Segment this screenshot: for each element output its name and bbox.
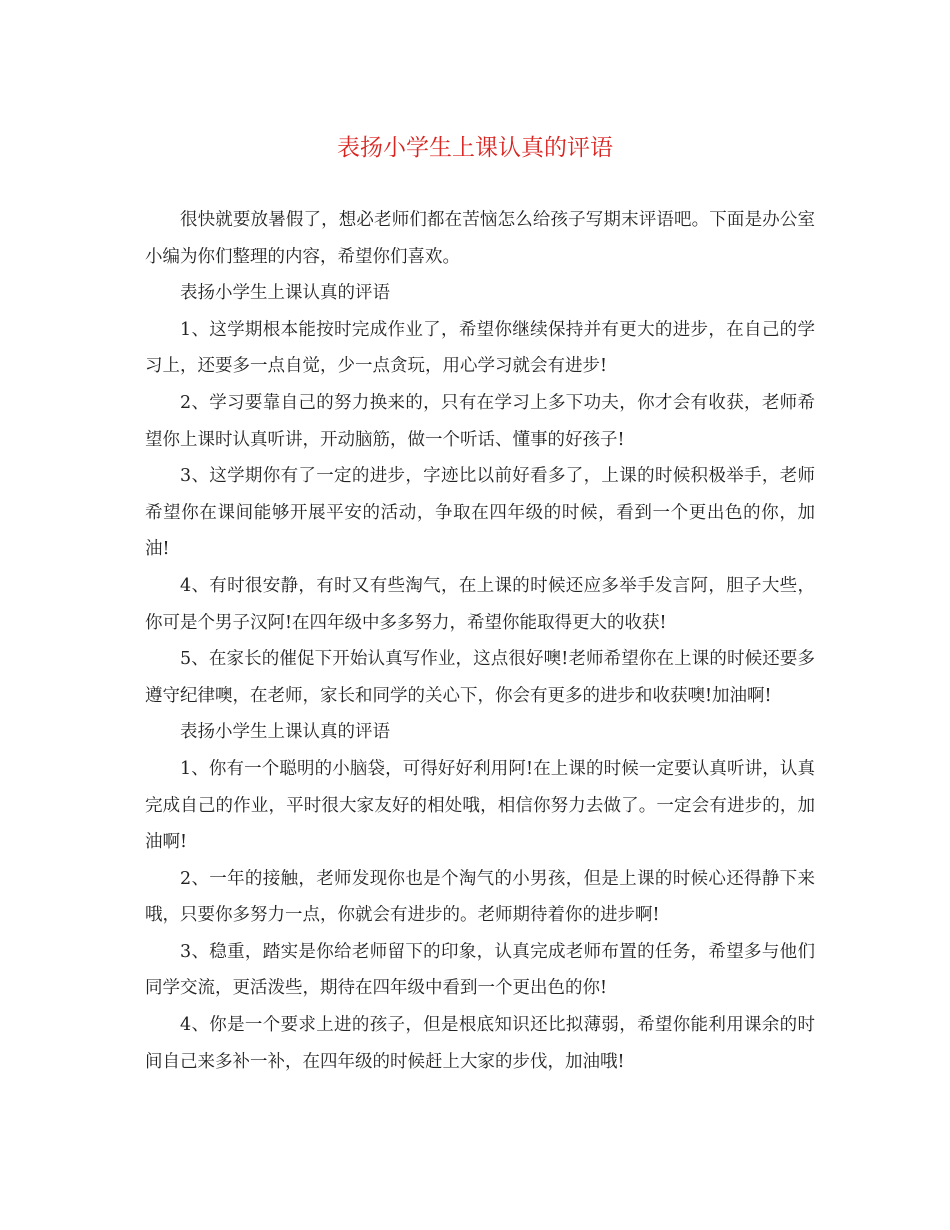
comment-paragraph: 4、有时很安静，有时又有些淘气，在上课的时候还应多举手发言阿，胆子大些，你可是个男子汉阿!在四年级中多多努力，希望你能取得更大的收获! (145, 575, 815, 633)
comment-paragraph: 3、稳重，踏实是你给老师留下的印象，认真完成老师布置的任务，希望多与他们同学交流，更活泼些，期待在四年级中看到一个更出色的你! (145, 941, 815, 999)
comment-paragraph: 5、在家长的催促下开始认真写作业，这点很好噢!老师希望你在上课的时候还要多遵守纪律噢，在老师，家长和同学的关心下，你会有更多的进步和收获噢!加油啊! (145, 649, 815, 706)
comment-paragraph: 3、这学期你有了一定的进步，字迹比以前好看多了，上课的时候积极举手，老师希望你在课间能够开展平安的活动，争取在四年级的时候，看到一个更出色的你，加油! (145, 466, 815, 560)
section-heading: 表扬小学生上课认真的评语 (180, 722, 390, 743)
comment-paragraph: 2、一年的接触，老师发现你也是个淘气的小男孩，但是上课的时候心还得静下来哦，只要你多努力一点，你就会有进步的。老师期待着你的进步啊! (145, 868, 815, 926)
intro-paragraph: 很快就要放暑假了，想必老师们都在苦恼怎么给孩子写期末评语吧。下面是办公室小编为你们整理的内容，希望你们喜欢。 (145, 210, 815, 267)
comment-paragraph: 4、你是一个要求上进的孩子，但是根底知识还比拟薄弱，希望你能利用课余的时间自己来多补一补，在四年级的时候赶上大家的步伐，加油哦! (145, 1015, 815, 1072)
section-heading: 表扬小学生上课认真的评语 (180, 283, 390, 304)
comment-paragraph: 1、这学期根本能按时完成作业了，希望你继续保持并有更大的进步，在自己的学习上，还要多一点自觉，少一点贪玩，用心学习就会有进步! (145, 319, 815, 377)
comment-paragraph: 1、你有一个聪明的小脑袋，可得好好利用阿!在上课的时候一定要认真听讲，认真完成自己的作业，平时很大家友好的相处哦，相信你努力去做了。一定会有进步的，加油啊! (145, 758, 815, 853)
comment-paragraph: 2、学习要靠自己的努力换来的，只有在学习上多下功夫，你才会有收获，老师希望你上课时认真听讲，开动脑筋，做一个听话、懂事的好孩子! (145, 392, 815, 450)
document-body (145, 202, 815, 1080)
document-title: 表扬小学生上课认真的评语 (337, 135, 613, 161)
